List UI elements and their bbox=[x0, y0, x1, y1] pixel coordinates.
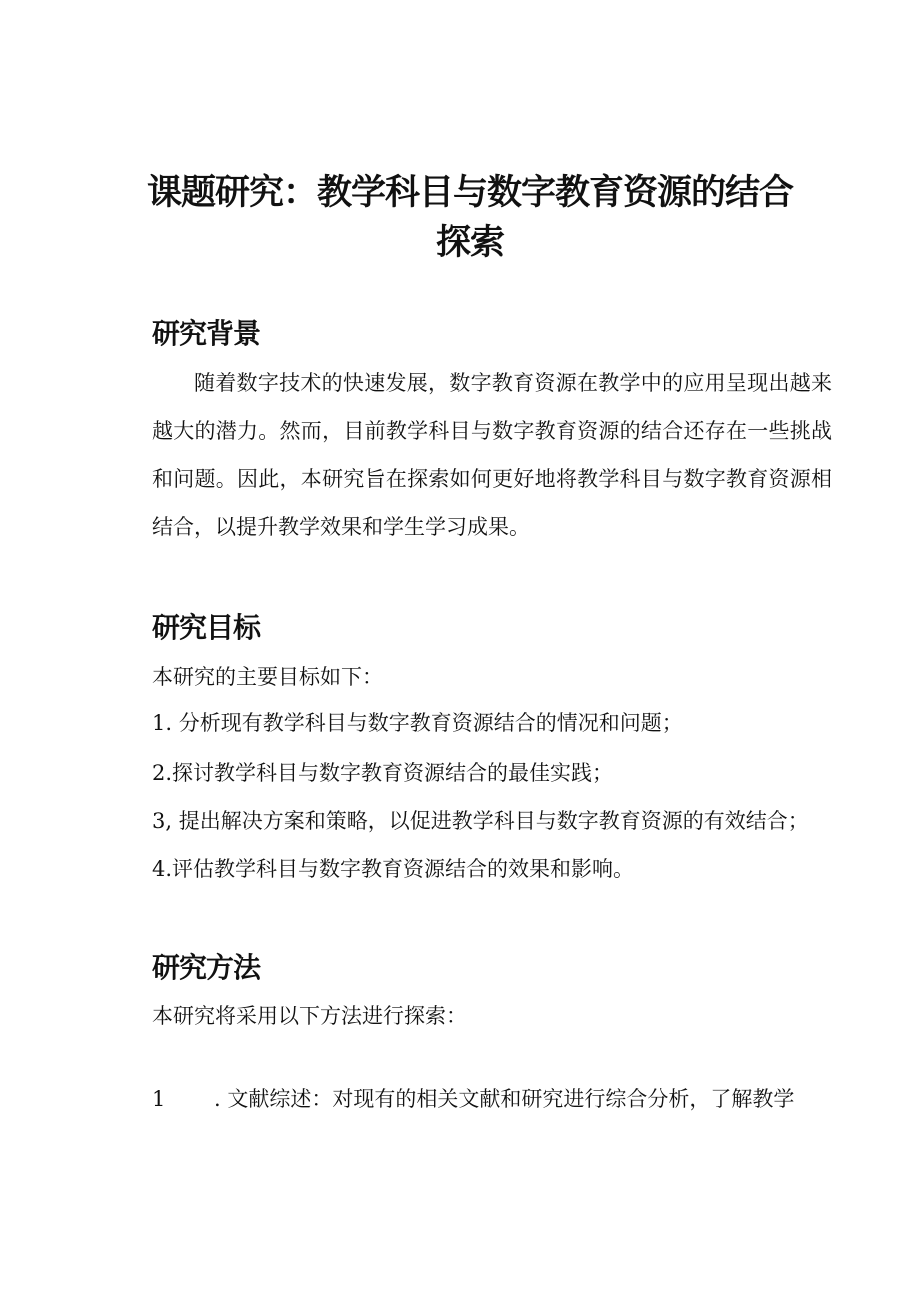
background-paragraph: 随着数字技术的快速发展，数字教育资源在教学中的应用呈现出越来越大的潜力。然而，目前教学科目与数字教育资源的结合还存在一些挑战和问题。因此，本研究旨在探索如何更好地将教学科目与数字教育资源相结合，以提升教学效果和学生学习成果。 bbox=[152, 371, 832, 539]
method-item-1 bbox=[152, 1084, 794, 1114]
document-title-continued: 探索 bbox=[435, 223, 504, 263]
goal-item-4: 4.评估教学科目与数字教育资源结合的效果和影响。 bbox=[152, 857, 635, 881]
method-item-text: . 文献综述：对现有的相关文献和研究进行综合分析，了解教学 bbox=[214, 1087, 795, 1111]
methods-intro: 本研究将采用以下方法进行探索： bbox=[152, 1004, 467, 1028]
goal-item-3: 3, 提出解决方案和策略，以促进教学科目与数字教育资源的有效结合； bbox=[152, 809, 809, 833]
method-item-number: 1 bbox=[152, 1087, 166, 1111]
section-heading-background: 研究背景 bbox=[152, 317, 261, 350]
goal-item-2: 2.探讨教学科目与数字教育资源结合的最佳实践； bbox=[152, 761, 614, 785]
section-heading-goals: 研究目标 bbox=[152, 611, 261, 644]
section-heading-methods: 研究方法 bbox=[152, 951, 261, 984]
goals-intro: 本研究的主要目标如下： bbox=[152, 665, 383, 689]
goal-item-1: 1. 分析现有教学科目与数字教育资源结合的情况和问题； bbox=[152, 711, 683, 735]
document-title: 课题研究：教学科目与数字教育资源的结合 bbox=[146, 173, 793, 213]
